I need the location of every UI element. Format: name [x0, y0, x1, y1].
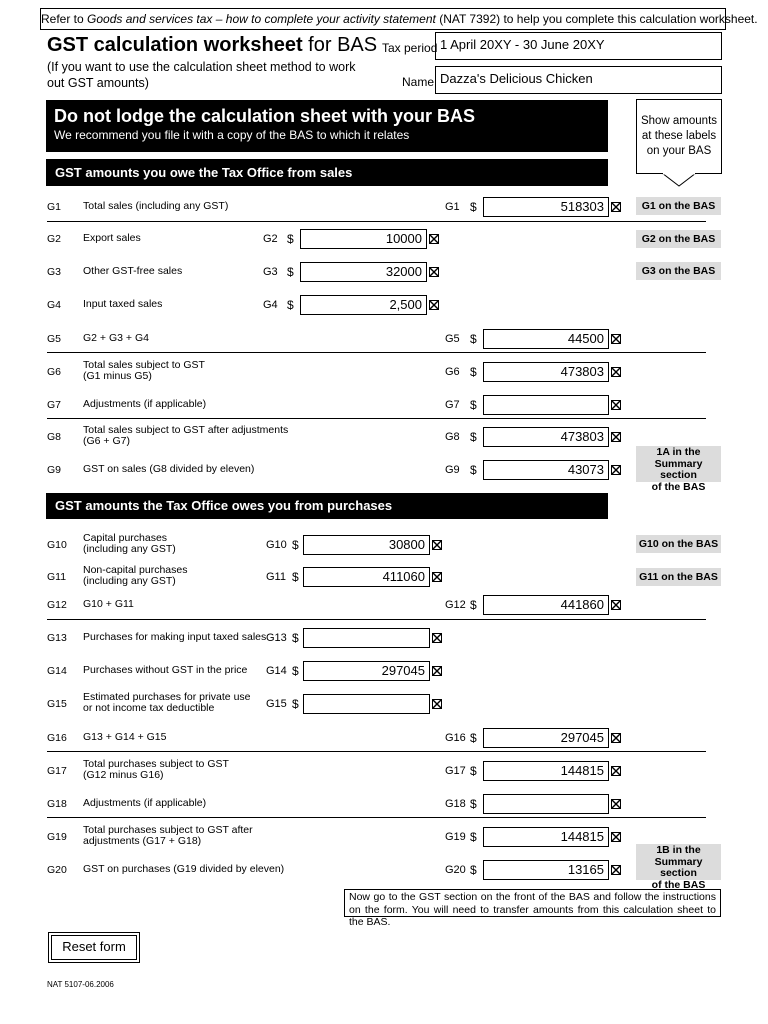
bas-label-g1: G1 on the BAS [636, 197, 721, 215]
row-divider [47, 817, 706, 818]
name-label: Name [402, 75, 435, 89]
currency-symbol: $ [470, 430, 477, 444]
currency-symbol: $ [470, 398, 477, 412]
form-code-footer: NAT 5107-06.2006 [47, 980, 114, 989]
row-description [83, 825, 253, 847]
currency-symbol: $ [470, 463, 477, 477]
row-description [83, 360, 205, 382]
callout-line: on your BAS [646, 145, 712, 157]
row-code: G16 [47, 732, 67, 744]
tax-period-field[interactable]: 1 April 20XY - 30 June 20XY [435, 32, 722, 60]
bas-label-g2: G2 on the BAS [636, 230, 721, 248]
callout-line: at these labels [641, 130, 717, 142]
bas-label-g3: G3 on the BAS [636, 262, 721, 280]
reset-form-button[interactable]: Reset form [51, 935, 137, 960]
row-code: G9 [47, 464, 62, 476]
bas-summary-label-g9 [636, 446, 721, 493]
row-description [83, 533, 176, 555]
amount-field-g1[interactable]: 518303 [483, 197, 609, 217]
row-description-line: Total purchases subject to GST [83, 758, 229, 770]
row-code: G13 [47, 632, 67, 644]
worksheet-row-g5 [0, 329, 768, 349]
currency-symbol: $ [470, 332, 477, 346]
currency-symbol: $ [287, 265, 294, 279]
worksheet-row-g8 [0, 424, 768, 447]
bas-labels-callout [636, 99, 722, 174]
currency-symbol: $ [292, 570, 299, 584]
currency-symbol: $ [470, 830, 477, 844]
row-code: G6 [47, 366, 62, 378]
currency-symbol: $ [470, 365, 477, 379]
field-label: G3 [263, 266, 278, 278]
amount-field-g16[interactable]: 297045 [483, 728, 609, 748]
clear-x-icon[interactable] [611, 733, 621, 743]
amount-field-g11[interactable]: 411060 [303, 567, 430, 587]
row-code: G14 [47, 665, 67, 677]
amount-field-g20[interactable]: 13165 [483, 860, 609, 880]
currency-symbol: $ [470, 797, 477, 811]
row-description-line: Total purchases subject to GST after [83, 824, 253, 836]
currency-symbol: $ [292, 664, 299, 678]
clear-x-icon[interactable] [432, 572, 442, 582]
currency-symbol: $ [287, 232, 294, 246]
clear-x-icon[interactable] [611, 600, 621, 610]
row-description-line: Estimated purchases for private use [83, 691, 251, 703]
section-heading-purchases: GST amounts the Tax Office owes you from purchases [46, 493, 608, 519]
clear-x-icon[interactable] [611, 432, 621, 442]
reference-publication-title: Goods and services tax – how to complete your activity statement [87, 12, 436, 26]
row-code: G12 [47, 599, 67, 611]
row-description: Input taxed sales [83, 298, 163, 310]
page-title-suffix: for BAS [302, 34, 378, 56]
tax-period-label: Tax period [382, 41, 438, 55]
bas-summary-line: Summary section [654, 855, 703, 879]
field-label: G17 [445, 765, 466, 777]
field-label: G19 [445, 831, 466, 843]
row-description: Other GST-free sales [83, 265, 183, 277]
row-description-line: Capital purchases [83, 532, 168, 544]
row-code: G15 [47, 698, 67, 710]
row-divider [47, 619, 706, 620]
clear-x-icon[interactable] [611, 367, 621, 377]
field-label: G15 [266, 698, 287, 710]
bas-summary-line: 1B in the [656, 844, 701, 856]
worksheet-row-g18 [0, 794, 768, 814]
clear-x-icon[interactable] [429, 267, 439, 277]
row-description: GST on sales (G8 divided by eleven) [83, 463, 255, 475]
row-description-line: adjustments (G17 + G18) [83, 835, 202, 847]
field-label: G5 [445, 333, 460, 345]
row-description-line: Non-capital purchases [83, 564, 188, 576]
callout-line: Show amounts [640, 115, 718, 127]
bas-summary-label-g20 [636, 844, 721, 891]
row-description-line: Total sales subject to GST after adjustments [83, 424, 289, 436]
field-label: G18 [445, 798, 466, 810]
banner-heading: Do not lodge the calculation sheet with your BAS [54, 106, 476, 126]
field-label: G8 [445, 431, 460, 443]
row-code: G8 [47, 431, 62, 443]
worksheet-row-g6 [0, 359, 768, 382]
row-description: G10 + G11 [83, 598, 134, 610]
currency-symbol: $ [292, 538, 299, 552]
row-code: G17 [47, 765, 67, 777]
currency-symbol: $ [470, 200, 477, 214]
clear-x-icon[interactable] [611, 766, 621, 776]
row-code: G4 [47, 299, 62, 311]
row-description: Adjustments (if applicable) [83, 398, 207, 410]
row-code: G7 [47, 399, 62, 411]
row-description-line: (G12 minus G16) [83, 769, 164, 781]
bas-label-g11: G11 on the BAS [636, 568, 721, 586]
amount-field-g12[interactable]: 441860 [483, 595, 609, 615]
clear-x-icon[interactable] [429, 300, 439, 310]
row-description-line: (including any GST) [83, 575, 176, 587]
reference-note-text-end: (NAT 7392) to help you complete this calculation worksheet. [435, 12, 758, 26]
row-divider [47, 751, 706, 752]
amount-field-g19[interactable]: 144815 [483, 827, 609, 847]
transfer-instructions-note: Now go to the GST section on the front of the BAS and follow the instructions on the form. You will need to transfer amounts from this calculation sheet to the BAS. [344, 889, 721, 917]
row-code: G11 [47, 571, 67, 583]
clear-x-icon[interactable] [611, 799, 621, 809]
field-label: G10 [266, 539, 287, 551]
worksheet-row-g13 [0, 628, 768, 648]
row-code: G3 [47, 266, 62, 278]
field-label: G13 [266, 632, 287, 644]
row-divider [47, 352, 706, 353]
banner-subtext: We recommend you file it with a copy of the BAS to which it relates [54, 128, 410, 142]
amount-field-g15[interactable] [303, 694, 430, 714]
row-description-line: (G6 + G7) [83, 435, 130, 447]
amount-field-g7[interactable] [483, 395, 609, 415]
currency-symbol: $ [470, 598, 477, 612]
field-label: G7 [445, 399, 460, 411]
clear-x-icon[interactable] [432, 699, 442, 709]
clear-x-icon[interactable] [429, 234, 439, 244]
clear-x-icon[interactable] [611, 202, 621, 212]
row-code: G5 [47, 333, 62, 345]
row-description [83, 425, 288, 447]
clear-x-icon[interactable] [432, 540, 442, 550]
clear-x-icon[interactable] [611, 334, 621, 344]
worksheet-row-g4 [0, 295, 768, 315]
row-description-line: (G1 minus G5) [83, 370, 152, 382]
currency-symbol: $ [470, 863, 477, 877]
worksheet-row-g16 [0, 728, 768, 748]
amount-field-g9[interactable]: 43073 [483, 460, 609, 480]
clear-x-icon[interactable] [432, 666, 442, 676]
clear-x-icon[interactable] [611, 865, 621, 875]
clear-x-icon[interactable] [611, 400, 621, 410]
bas-summary-line: 1A in the [656, 446, 701, 458]
worksheet-row-g12 [0, 595, 768, 615]
field-label: G4 [263, 299, 278, 311]
bas-summary-line: of the BAS [651, 480, 706, 493]
row-code: G1 [47, 201, 62, 213]
row-code: G20 [47, 864, 67, 876]
amount-field-g10[interactable]: 30800 [303, 535, 430, 555]
currency-symbol: $ [470, 764, 477, 778]
row-description: Adjustments (if applicable) [83, 797, 207, 809]
currency-symbol: $ [292, 697, 299, 711]
arrow-down-icon [662, 173, 696, 187]
field-label: G14 [266, 665, 287, 677]
do-not-lodge-banner [46, 100, 608, 152]
worksheet-row-g17 [0, 758, 768, 781]
clear-x-icon[interactable] [611, 465, 621, 475]
amount-field-g8[interactable]: 473803 [483, 427, 609, 447]
row-code: G10 [47, 539, 67, 551]
amount-field-g6[interactable]: 473803 [483, 362, 609, 382]
bas-label-g10: G10 on the BAS [636, 535, 721, 553]
row-divider [47, 418, 706, 419]
row-description: G13 + G14 + G15 [83, 731, 167, 743]
amount-field-g13[interactable] [303, 628, 430, 648]
clear-x-icon[interactable] [432, 633, 442, 643]
row-description-line: or not income tax deductible [83, 702, 215, 714]
row-description [83, 565, 187, 587]
row-description: G2 + G3 + G4 [83, 332, 149, 344]
row-description: GST on purchases (G19 divided by eleven) [83, 863, 285, 875]
reference-note-text: Refer to [41, 12, 88, 26]
field-label: G11 [266, 571, 286, 583]
field-label: G2 [263, 233, 278, 245]
field-label: G9 [445, 464, 460, 476]
row-divider [47, 221, 706, 222]
row-description [83, 692, 251, 714]
row-code: G19 [47, 831, 67, 843]
currency-symbol: $ [470, 731, 477, 745]
field-label: G16 [445, 732, 466, 744]
worksheet-row-g14 [0, 661, 768, 681]
row-description: Purchases without GST in the price [83, 664, 248, 676]
bas-summary-line: Summary section [654, 457, 703, 481]
amount-field-g4[interactable]: 2,500 [300, 295, 427, 315]
row-description: Purchases for making input taxed sales [83, 631, 267, 643]
reference-note [40, 8, 758, 30]
amount-field-g18[interactable] [483, 794, 609, 814]
amount-field-g17[interactable]: 144815 [483, 761, 609, 781]
amount-field-g5[interactable]: 44500 [483, 329, 609, 349]
field-label: G12 [445, 599, 466, 611]
page-title-main: GST calculation worksheet [47, 34, 303, 56]
currency-symbol: $ [287, 298, 294, 312]
amount-field-g14[interactable]: 297045 [303, 661, 430, 681]
field-label: G20 [445, 864, 466, 876]
row-code: G18 [47, 798, 67, 810]
row-description: Export sales [83, 232, 141, 244]
worksheet-row-g7 [0, 395, 768, 415]
page-subtitle: (If you want to use the calculation sheet method to work out GST amounts) [47, 60, 356, 90]
row-description-line: (including any GST) [83, 543, 176, 555]
section-heading-sales: GST amounts you owe the Tax Office from sales [46, 159, 608, 186]
row-code: G2 [47, 233, 62, 245]
worksheet-row-g15 [0, 691, 768, 714]
row-description: Total sales (including any GST) [83, 200, 229, 212]
amount-field-g3[interactable]: 32000 [300, 262, 427, 282]
page-title [47, 34, 377, 57]
field-label: G6 [445, 366, 460, 378]
row-description [83, 759, 229, 781]
name-field[interactable]: Dazza's Delicious Chicken [435, 66, 722, 94]
field-label: G1 [445, 201, 460, 213]
currency-symbol: $ [292, 631, 299, 645]
row-description-line: Total sales subject to GST [83, 359, 205, 371]
bas-summary-line: of the BAS [651, 878, 706, 891]
amount-field-g2[interactable]: 10000 [300, 229, 427, 249]
clear-x-icon[interactable] [611, 832, 621, 842]
